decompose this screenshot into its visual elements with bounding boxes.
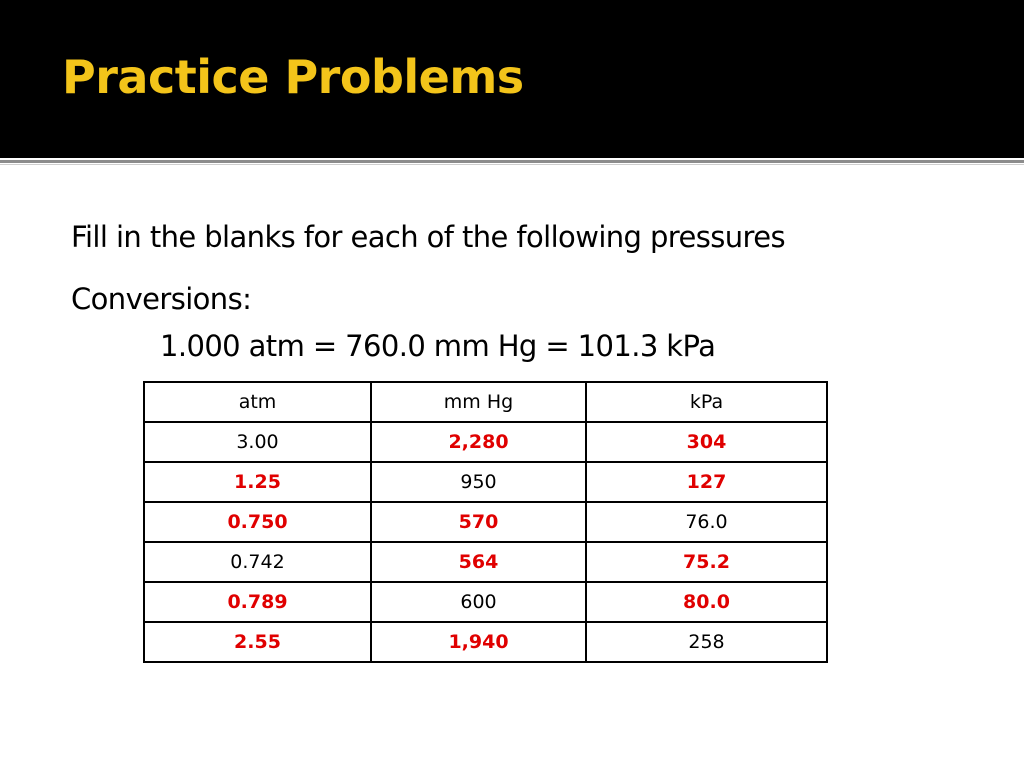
table-row <box>144 502 827 542</box>
cell-kpa: 258 <box>586 622 827 662</box>
title-bar <box>0 0 1024 158</box>
header-mmhg: mm Hg <box>371 382 586 422</box>
cell-atm-answer: 0.789 <box>144 582 371 622</box>
cell-mmhg-answer: 564 <box>371 542 586 582</box>
table-row <box>144 582 827 622</box>
cell-kpa: 76.0 <box>586 502 827 542</box>
cell-mmhg-answer: 1,940 <box>371 622 586 662</box>
cell-atm: 3.00 <box>144 422 371 462</box>
cell-mmhg-answer: 2,280 <box>371 422 586 462</box>
slide-title: Practice Problems <box>62 50 524 104</box>
instructions-text: Fill in the blanks for each of the following pressures <box>71 220 785 254</box>
cell-atm-answer: 2.55 <box>144 622 371 662</box>
table-header-row <box>144 382 827 422</box>
pressure-table <box>143 381 828 663</box>
table-row <box>144 542 827 582</box>
conversions-label: Conversions: <box>71 282 252 316</box>
cell-mmhg: 600 <box>371 582 586 622</box>
cell-kpa-answer: 304 <box>586 422 827 462</box>
header-kpa: kPa <box>586 382 827 422</box>
table-row <box>144 422 827 462</box>
table-row <box>144 462 827 502</box>
cell-kpa-answer: 80.0 <box>586 582 827 622</box>
title-divider-secondary <box>0 164 1024 165</box>
title-divider <box>0 160 1024 163</box>
table-row <box>144 622 827 662</box>
cell-atm-answer: 1.25 <box>144 462 371 502</box>
cell-mmhg-answer: 570 <box>371 502 586 542</box>
header-atm: atm <box>144 382 371 422</box>
cell-mmhg: 950 <box>371 462 586 502</box>
cell-atm: 0.742 <box>144 542 371 582</box>
cell-kpa-answer: 127 <box>586 462 827 502</box>
cell-atm-answer: 0.750 <box>144 502 371 542</box>
conversion-equation: 1.000 atm = 760.0 mm Hg = 101.3 kPa <box>160 329 716 363</box>
cell-kpa-answer: 75.2 <box>586 542 827 582</box>
